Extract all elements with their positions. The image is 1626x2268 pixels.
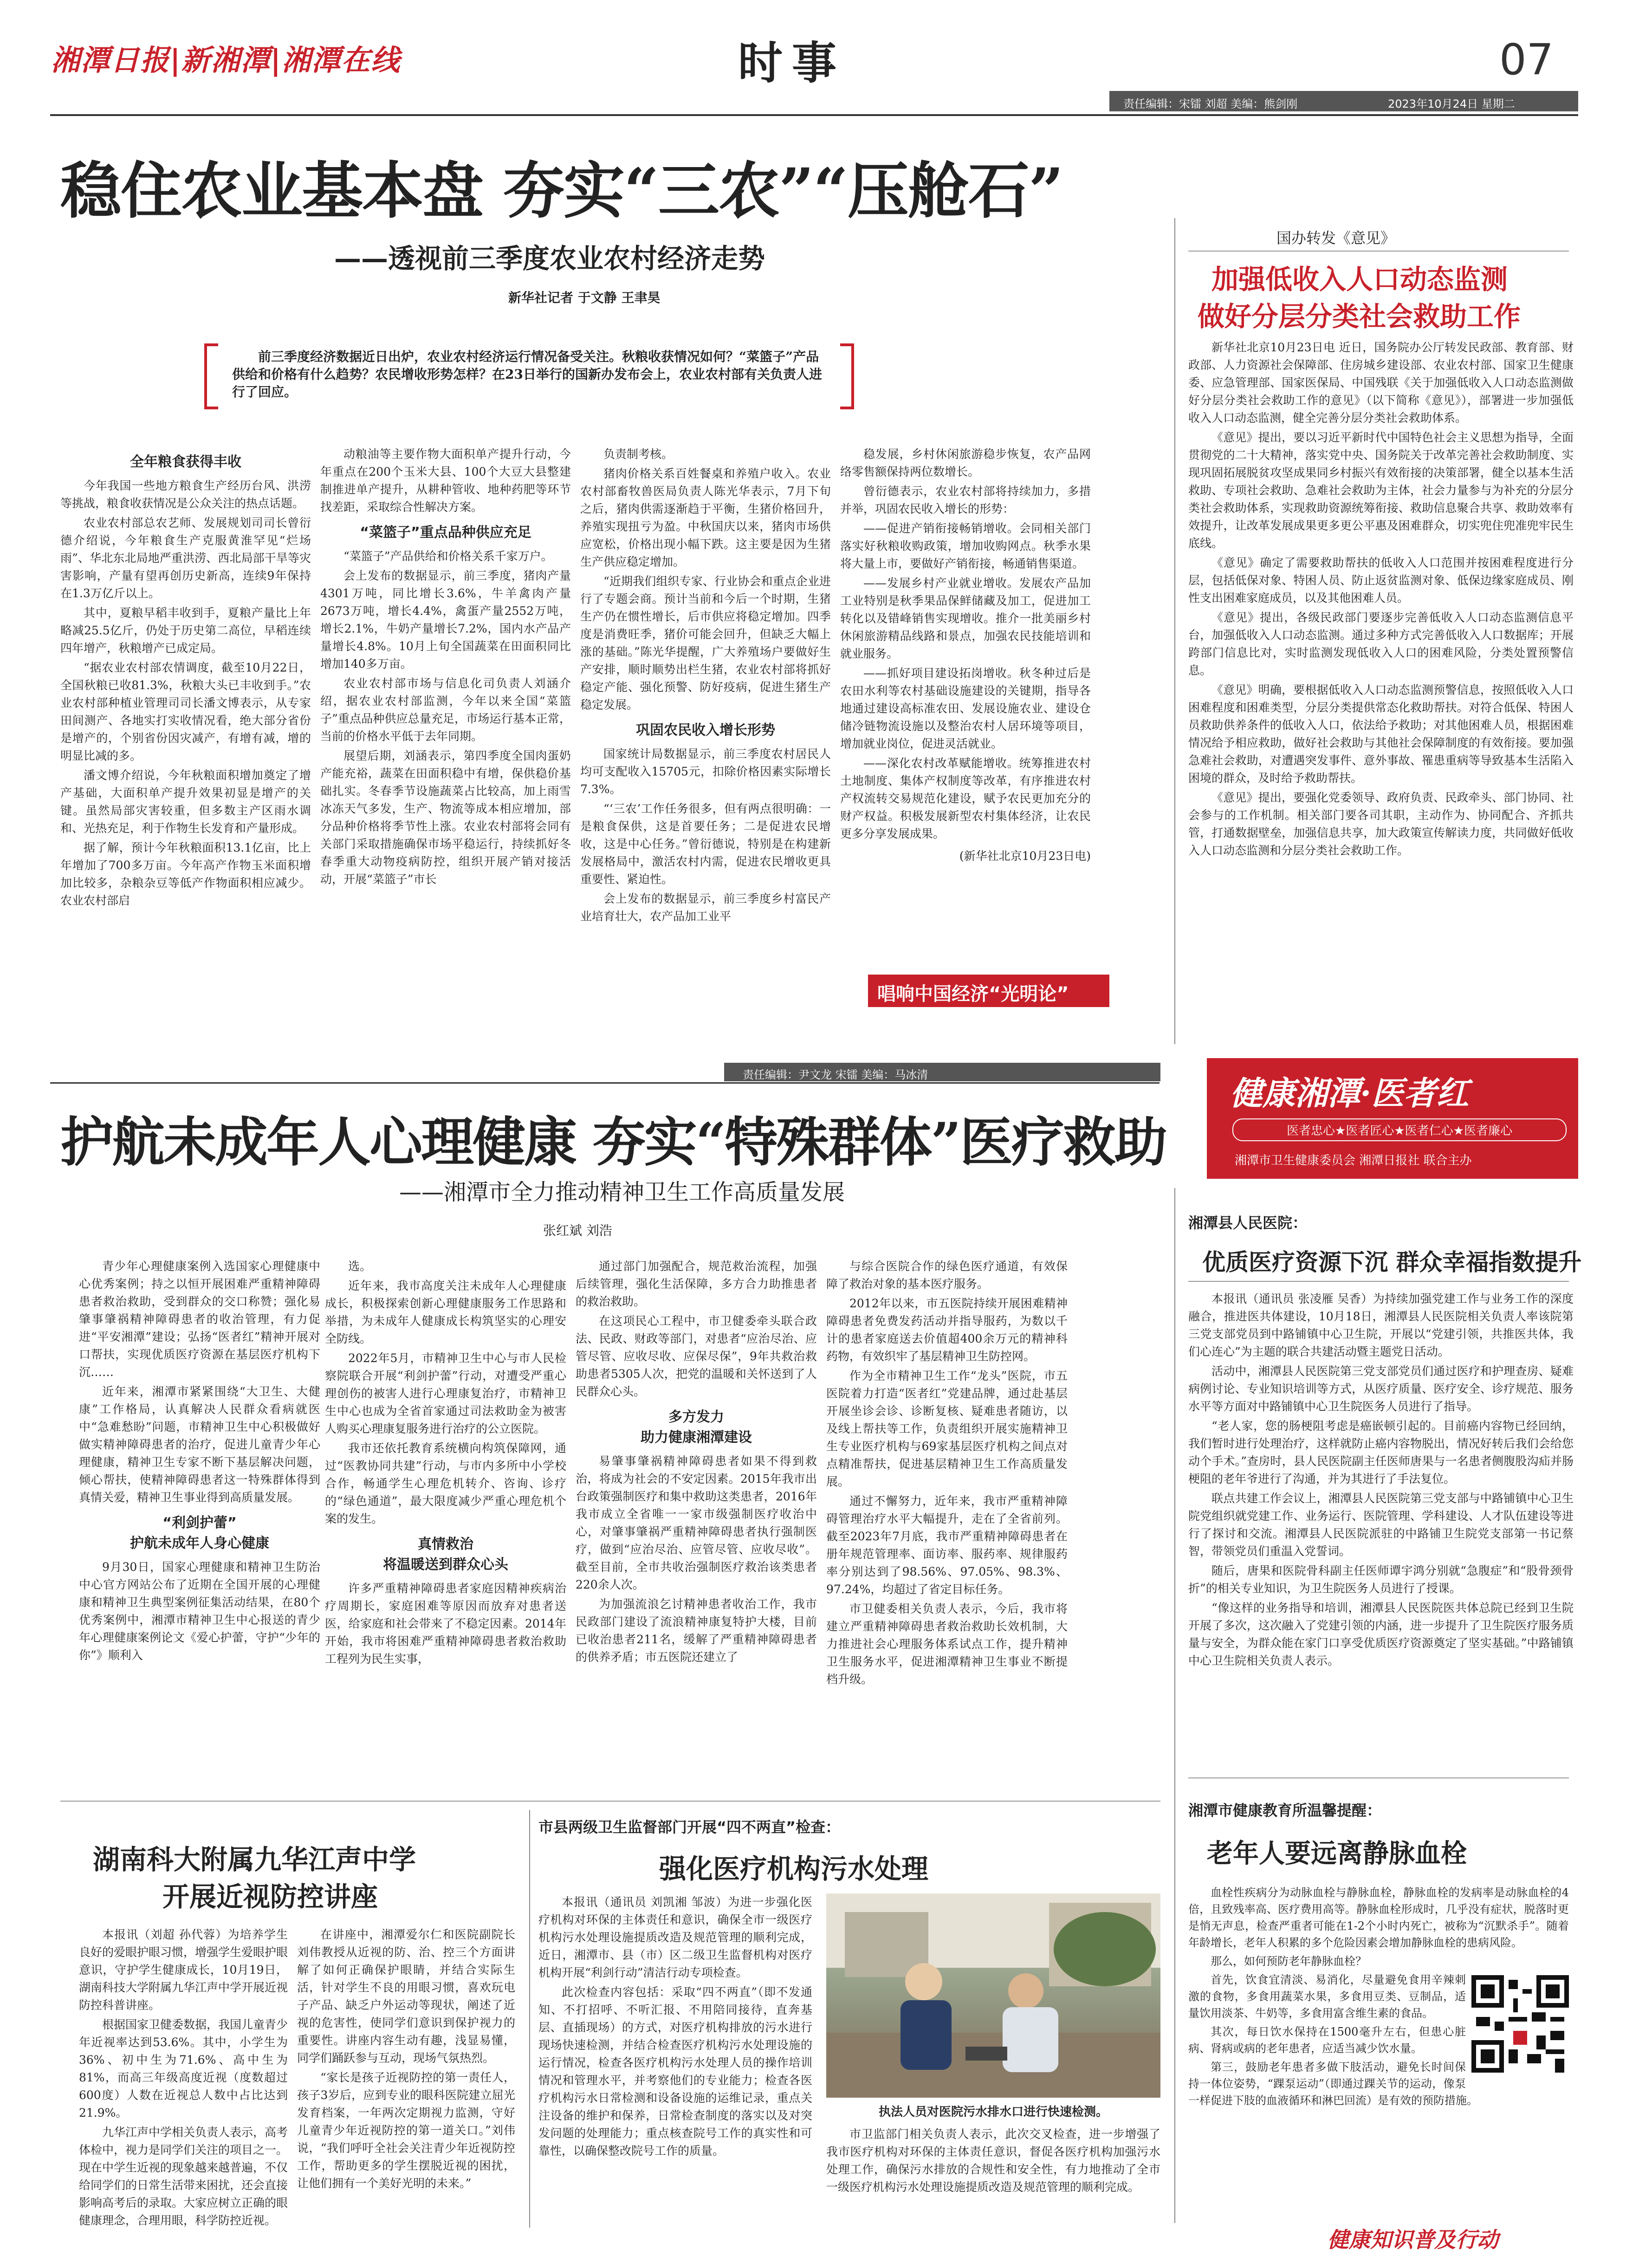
article7-top-rule [1188, 1777, 1569, 1778]
paragraph: 新华社北京10月23日电 近日，国务院办公厅转发民政部、教育部、财政部、人力资源社会保障部、住房城乡建设部、农业农村部、国家卫生健康委、应急管理部、国家医保局、中国残联《关于加强低收入人口动态监测做好分层分类社会救助工作的意见》（以下简称《意见》），部署进一步加强低收入人口动态监测，健全完善分层分类社会救助体系。 [1188, 341, 1574, 425]
paragraph: 《意见》明确，要根据低收入人口动态监测预警信息，按照低收入人口困难程度和困难类型，分层分类提供常态化救助帮扶。对符合低保、特困人员救助供养条件的低收入人口，依法给予救助；对其他困难人员，根据困难情况给予相应救助，做好社会救助与其他社会保障制度的有效衔接。要加强急难社会救助，对遭遇突发事件、意外事故、罹患重病等导致基本生活陷入困境的群众，及时给予救助帮扶。 [1188, 683, 1574, 785]
footer-banner: 健康知识普及行动 [1328, 2227, 1498, 2252]
article4-title: 优质医疗资源下沉 群众幸福指数提升 [1202, 1249, 1582, 1276]
paragraph: 会上发布的数据显示，前三季度乡村富民产业培育壮大，农产品加工业平 [580, 892, 831, 923]
article1-byline: 新华社记者 于文静 王聿昊 [508, 290, 661, 305]
paragraph: ——深化农村改革赋能增收。统筹推进农村土地制度、集体产权制度等改革，有序推进农村产权流转交易规范化建设，赋予农民更加充分的财产权益。积极发展新型农村集体经济，让农民更多分享发展成果。 [840, 756, 1091, 840]
article3-byline: 张红斌 刘浩 [543, 1223, 612, 1238]
paragraph: 展望后期，刘涵表示，第四季度全国肉蛋奶产能充裕，蔬菜在田面积稳中有增，保供稳价基础扎实。冬春季节设施蔬菜占比较高，加上雨雪冰冻天气多发，生产、物流等成本相应增加，部分品种价格将季节性上涨。农业农村部将会同有关部门采取措施确保市场平稳运行，持续抓好冬春季重大动物疫病防控，组织开展产销对接活动，开展“菜篮子”市长 [320, 749, 571, 886]
paragraph: 会上发布的数据显示，前三季度，猪肉产量4301万吨，同比增长3.6%，牛羊禽肉产量2673万吨，增长4.4%，禽蛋产量2552万吨，增长2.1%，牛奶产量增长7.2%，国内水产品产量增长4.8%。10月上旬全国蔬菜在田面积同比增加140多万亩。 [320, 569, 571, 671]
article1-heading3: 巩固农民收入增长形势 [636, 722, 775, 738]
article1-col1 [60, 446, 311, 970]
article3-heading2: 真情救治 将温暖送到群众心头 [383, 1536, 508, 1573]
article6-title: 强化医疗机构污水处理 [659, 1853, 929, 1885]
paragraph: 其次，每日饮水保持在1500毫升左右，但患心脏病、肾病或病的老年患者，应适当减少饮水量。 [1188, 2025, 1466, 2055]
paragraph: “‘三农’工作任务很多，但有两点很明确：一是粮食保供，这是首要任务；二是促进农民增收，这是中心任务。”曾衍德说，特别是在构建新发展格局中，激活农村内需，促进农民增收更具重要性、紧迫性。 [580, 802, 831, 886]
paragraph: 负责制考核。 [603, 447, 674, 461]
photo-illustration [826, 1893, 1160, 2098]
paragraph: 9月30日，国家心理健康和精神卫生防治中心官方网站公布了近期在全国开展的心理健康和精神卫生典型案例征集活动结果，在80个优秀案例中，湘潭市精神卫生中心报送的青少年心理健康案例论文《爱心护蕾，守护“少年的你”》顺利入 [79, 1560, 320, 1662]
article3-heading1: “利剑护蕾” 护航未成年人身心健康 [130, 1515, 269, 1551]
article1-lead: 前三季度经济数据近日出炉，农业农村经济运行情况备受关注。秋粮收获情况如何？“菜篮子”产品供给和价格有什么趋势？农民增收形势怎样？在23日举行的国新办发布会上，农业农村部有关负责人进行了回应。 [232, 349, 822, 400]
article4-title-rule [1188, 1281, 1569, 1282]
lead-bracket-right [840, 343, 854, 409]
paragraph: “家长是孩子近视防控的第一责任人，孩子3岁后，应到专业的眼科医院建立屈光发育档案，一年两次定期视力监测，守好儿童青少年近视防控的第一道关口。”刘伟说，“我们呼吁全社会关注青少年近视防控工作，帮助更多的学生摆脱近视的困扰，让他们拥有一个美好光明的未来。” [297, 2071, 515, 2190]
paragraph: “老人家，您的肠梗阻考虑是癌嵌顿引起的。目前癌内容物已经回纳，我们暂时进行处理治疗，这样就防止癌内容物脱出，情况好转后我们会给您动个手术。”查房时，县人民医院副主任医师唐果与一名患者侧腹股沟疝并肠梗阻的老年爷进行了沟通，并为其进行了手法复位。 [1188, 1419, 1574, 1486]
paragraph: 据了解，预计今年秋粮面积13.1亿亩，比上年增加了700多万亩。今年高产作物玉米面积增加比较多，杂粮杂豆等低产作物面积相应减少。农业农村部启 [60, 841, 311, 907]
article2-title-line1: 加强低收入人口动态监测 [1211, 264, 1508, 295]
article1-col2 [320, 446, 571, 970]
paragraph: 《意见》提出，要强化党委领导、政府负责、民政牵头、部门协同、社会参与的工作机制。相关部门要各司其职，主动作为、协同配合、齐抓共管，打通数据壁垒，加强信息共享，加大政策宣传解读力度，共同做好低收入人口动态监测和分层分类社会救助工作。 [1188, 791, 1574, 857]
paragraph: 首先，饮食宜清淡、易消化，尽量避免食用辛辣刺激的食物，多食用蔬菜水果，多食用豆类、豆制品，适量饮用淡茶、牛奶等，多食用富含维生素的食品。 [1188, 1973, 1466, 2020]
article7-title: 老年人要远离静脉血栓 [1207, 1839, 1467, 1869]
paragraph: 《意见》提出，要以习近平新时代中国特色社会主义思想为指导，全面贯彻党的二十大精神，落实党中央、国务院关于改革完善社会救助制度、实现巩固拓展脱贫攻坚成果同乡村振兴有效衔接的决策部署，健全以基本生活救助、专项社会救助、急难社会救助为主体，社会力量参与为补充的分层分类社会救助体系，实现救助资源统筹衔接、救助信息聚合共享、救助效率有效提升，让改革发展成果更多更公平惠及困难群众，切实兜住兜准兜牢民生底线。 [1188, 431, 1574, 550]
paragraph: 潘文博介绍说，今年秋粮面积增加奠定了增产基础，大面积单产提升效果初显是增产的关键。虽然局部灾害较重，但多数主产区雨水调和、光热充足，利于作物生长发育和产量形成。 [60, 769, 311, 835]
paragraph: 我市还依托教育系统横向构筑保障网，通过“医教协同共建”行动，与市内多所中小学校合作，畅通学生心理危机转介、咨询、诊疗的“绿色通道”，最大限度减少严重心理危机个案的发生。 [325, 1441, 566, 1525]
article1-heading1: 全年粮食获得丰收 [130, 454, 241, 470]
article2-kicker-rule [1188, 251, 1569, 252]
paragraph: 为加强流浪乞讨精神患者收治工作，我市民政部门建设了流浪精神康复特护大楼，目前已收治患者211名，缓解了严重精神障碍患者的供养矛盾；市五医院还建立了 [576, 1597, 817, 1664]
paragraph: 近年来，湘潭市紧紧围绕“大卫生、大健康”工作格局，认真解决人民群众看病就医中“急难愁盼”问题，市精神卫生中心积极做好做实精神障碍患者的治疗，促进儿童青少年心理健康，精神卫生专家不断下基层解决问题，倾心帮扶，使精神障碍患者这一特殊群体得到真情关爱，精神卫生事业得到高质量发展。 [79, 1385, 320, 1504]
article5-title-line2: 开展近视防控讲座 [162, 1881, 378, 1913]
paragraph: 通过部门加强配合，规范救治流程，加强后续管理，强化生活保障，多方合力助推患者的救治救助。 [576, 1260, 817, 1308]
paragraph: 2022年5月，市精神卫生中心与市人民检察院联合开展“利剑护蕾”行动，对遭受严重心理创伤的被害人进行心理康复治疗，市精神卫生中心也成为全省首家通过司法救助金为被害人购买心理康复服务进行治疗的公立医院。 [325, 1351, 566, 1435]
paragraph: 在这项民心工程中，市卫健委牵头联合政法、民政、财政等部门，对患者“应治尽治、应管尽管、应收尽收、应保尽保”，9年共救治救助患者5305人次，把党的温暖和关怀送到了人民群众心头。 [576, 1314, 817, 1398]
qr-code[interactable] [1471, 1975, 1569, 2073]
paragraph: “据农业农村部农情调度，截至10月22日，全国秋粮已收81.3%，秋粮大头已丰收到手。”农业农村部种植业管理司司长潘文博表示，从专家田间测产、各地实打实收情况看，绝大部分省份是增产的，个别省份因灾减产，有增有减，增的明显比减的多。 [60, 661, 311, 762]
paragraph: 通过不懈努力，近年来，我市严重精神障碍管理治疗水平大幅提升，走在了全省前列。截至2023年7月底，我市严重精神障碍患者在册年规范管理率、面访率、服药率、规律服药率分别达到了98.56%、97.05%、98.3%、97.24%，均超过了省定目标任务。 [826, 1494, 1068, 1596]
article2-body [1188, 339, 1574, 1035]
photo-caption: 执法人员对医院污水排水口进行快速检测。 [878, 2105, 1108, 2119]
paragraph: “近期我们组织专家、行业协会和重点企业进行了专题会商。预计当前和今后一个时期，生猪生产仍在惯性增长，后市供应将稳定增加。四季度是消费旺季，猪价可能会回升，但缺乏大幅上涨的基础。”陈光华提醒，广大养殖场户要做好生产安排，顺时顺势出栏生猪，农业农村部将抓好稳定产能、强化预警、防好疫病，促进生猪生产稳定发展。 [580, 575, 831, 711]
health-box-sponsors: 湘潭市卫生健康委员会 湘潭日报社 联合主办 [1235, 1154, 1472, 1168]
article3-heading3: 多方发力 助力健康湘潭建设 [641, 1409, 752, 1446]
paragraph: 联点共建工作会议上，湘潭县人民医院第三党支部与中路铺镇中心卫生院党组织就党建工作、业务运行、医院管理、学科建设、人才队伍建设等进行了探讨和交流。湘潭县人民医院派驻的中路铺卫生院党支部第一书记蔡智，带领党员们重温入党誓词。 [1188, 1492, 1574, 1558]
paragraph: 那么，如何预防老年静脉血栓？ [1211, 1955, 1367, 1968]
paragraph: 今年我国一些地方粮食生产经历台风、洪涝等挑战，粮食收获情况是公众关注的热点话题。 [60, 479, 311, 510]
masthead-logo: 湘潭日报|新湘潭|湘潭在线 [51, 43, 401, 77]
paragraph: 在讲座中，湘潭爱尔仁和医院副院长刘伟教授从近视的防、治、控三个方面讲解了如何正确保护眼睛，并结合实际生活，针对学生不良的用眼习惯，喜欢玩电子产品、缺乏户外运动等现状，阐述了近视的危害性，使同学们意识到保护视力的重要性。讲座内容生动有趣，浅显易懂，同学们踊跃参与互动，现场气氛热烈。 [297, 1928, 515, 2065]
paragraph: 曾衍德表示，农业农村部将持续加力，多措并举，巩固农民收入增长的形势： [840, 485, 1091, 516]
article5-col2 [297, 1926, 515, 2251]
photo-wastewater-inspection [826, 1893, 1160, 2098]
health-editors: 责任编辑：尹文龙 宋镭 美编：马冰清 [743, 1068, 928, 1081]
health-box-title: 健康湘潭·医者红 [1230, 1074, 1469, 1112]
article3-col4 [826, 1258, 1068, 1796]
paragraph: 猪肉价格关系百姓餐桌和养殖户收入。农业农村部畜牧兽医局负责人陈光华表示，7月下旬之后，猪肉供需逐渐趋于平衡，生猪价格回升，养殖实现扭亏为盈。中秋国庆以来，猪肉市场供应宽松，价格出现小幅下跌。这主要是因为生猪生产供应稳定增加。 [580, 467, 831, 569]
paragraph: 第三，鼓励老年患者多做下肢活动，避免长时间保持一体位姿势，“踝泵运动”（即通过踝关节的运动，像泵一样促进下肢的血液循环和淋巴回流）是有效的预防措施。 [1188, 2061, 1478, 2107]
paragraph: “像这样的业务指导和培训，湘潭县人民医院医共体总院已经到卫生院开展了多次，这次融入了党建引领的内涵，进一步提升了卫生院医疗服务质量与安全，为群众能在家门口享受优质医疗资源奠定了坚实基础。”中路铺镇中心卫生院相关负责人表示。 [1188, 1601, 1574, 1667]
divider-vertical-small [529, 1810, 530, 2228]
article6-col2 [826, 2126, 1160, 2260]
paragraph: 市卫健委相关负责人表示，今后，我市将建立严重精神障碍患者救治救助长效机制，大力推进社会心理服务体系试点工作，提升精神卫生服务水平，促进湘潭精神卫生事业不断提档升级。 [826, 1602, 1068, 1686]
paragraph: 国家统计局数据显示，前三季度农村居民人均可支配收入15705元，扣除价格因素实际增长7.3%。 [580, 747, 831, 796]
paragraph: ——抓好项目建设拓岗增收。秋冬种过后是农田水利等农村基础设施建设的关键期，指导各地通过建设高标准农田、发展设施农业、建设仓储冷链物流设施以及整治农村人居环境等项目，增加就业岗位，促进灵活就业。 [840, 666, 1091, 750]
article3-col3 [576, 1258, 817, 1796]
divider-vertical-bottom [1174, 1188, 1175, 2223]
paragraph: 农业农村部市场与信息化司负责人刘涵介绍，据农业农村部监测，今年以来全国“菜篮子”重点品种供应总量充足，市场运行基本正常，当前的价格水平低于去年同期。 [320, 677, 571, 743]
article5-col1 [79, 1926, 288, 2251]
article3-subtitle: ——湘潭市全力推动精神卫生工作高质量发展 [399, 1179, 845, 1205]
article7-kicker: 湘潭市健康教育所温馨提醒： [1188, 1802, 1382, 1819]
lead-bracket-left [204, 343, 218, 409]
divider-vertical-top [1174, 218, 1175, 1044]
paragraph: 活动中，湘潭县人民医院第三党支部党员们通过医疗和护理查房、疑难病例讨论、专业知识培训等方式，从医疗质量、医疗安全、诊疗规范、服务水平等方面对中路铺镇中心卫生院医务人员进行了指导。 [1188, 1364, 1574, 1413]
paragraph: 市卫监部门相关负责人表示，此次交叉检查，进一步增强了我市医疗机构对环保的主体责任意识，督促各医疗机构加强污水处理工作，确保污水排放的合规性和安全性，有力地推动了全市一级医疗机构污水处理设施提质改造及规范管理的顺利完成。 [826, 2127, 1160, 2194]
article3-title: 护航未成年人心理健康 夯实“特殊群体”医疗救助 [60, 1111, 1166, 1173]
masthead-editors: 责任编辑：宋镭 刘超 美编：熊剑刚 [1123, 97, 1298, 110]
paragraph: 本报讯（通讯员 刘凯湘 邹波）为进一步强化医疗机构对环保的主体责任和意识，确保全市一级医疗机构污水处理设施提质改造及规范管理的顺利完成，近日，湘潭市、县（市）区二级卫生监督机构对医疗机构开展“利剑行动”清洁行动专项检查。 [538, 1895, 812, 1979]
paragraph: ——发展乡村产业就业增收。发展农产品加工业特别是秋季果品保鲜储藏及加工，促进加工转化以及错峰销售实现增收。推介一批美丽乡村休闲旅游精品线路和景点，加强农民技能培训和就业服务。 [840, 576, 1091, 660]
paragraph: 稳发展，乡村休闲旅游稳步恢复，农产品网络零售额保持两位数增长。 [840, 447, 1091, 478]
article3-col1 [79, 1258, 320, 1796]
qr-code-icon [1471, 1975, 1569, 2073]
paragraph: 《意见》提出，各级民政部门要逐步完善低收入人口动态监测信息平台，加强低收入人口动态监测。通过多种方式完善低收入人口数据库；开展跨部门信息比对，实时监测发现低收入人口的困难风险，分类处置预警信息。 [1188, 611, 1574, 677]
page-number: 07 [1499, 35, 1554, 84]
article4-body [1188, 1290, 1574, 1764]
divider-horizontal-mid [60, 1801, 1160, 1802]
paragraph: 农业农村部总农艺师、发展规划司司长曾衍德介绍说，今年粮食生产克服黄淮罕见“烂场雨”、华北东北局地严重洪涝、西北局部干旱等灾害影响，产量有望再创历史新高，连续9年保持在1.3万亿斤以上。 [60, 516, 311, 600]
paragraph: 本报讯（刘超 孙代蓉）为培养学生良好的爱眼护眼习惯，增强学生爱眼护眼意识，守护学生健康成长，10月19日，湖南科技大学附属九华江声中学开展近视防控科普讲座。 [79, 1928, 288, 2012]
paragraph: 2012年以来，市五医院持续开展困难精神障碍患者免费发药活动并指导服药，为数以千计的患者家庭送去价值超400余万元的精神科药物，有效织牢了基层精神卫生防控网。 [826, 1297, 1068, 1363]
article3-col2 [325, 1258, 566, 1796]
article6-kicker: 市县两级卫生监督部门开展“四不两直”检查： [538, 1818, 841, 1836]
paragraph: 其中，夏粮早稻丰收到手，夏粮产量比上年略减25.5亿斤，仍处于历史第二高位，早稻连续四年增产，秋粮增产已成定局。 [60, 606, 311, 655]
paragraph: 易肇事肇祸精神障碍患者如果不得到救治，将成为社会的不安定因素。2015年我市出台政策强制医疗和集中救助这类患者，2016年我市成立全省唯一一家市级强制医疗收治中心，对肇事肇祸严重精神障碍患者执行强制医疗，做到“应治尽治、应管尽管、应收尽收”。截至目前，全市共收治强制医疗救治该类患者220余人次。 [576, 1454, 817, 1591]
article2-title-line2: 做好分层分类社会救助工作 [1198, 301, 1521, 332]
banner-text: 唱响中国经济“光明论” [877, 983, 1069, 1005]
paragraph: 动粮油等主要作物大面积单产提升行动，今年重点在200个玉米大县、100个大豆大县整建制推进单产提升，从耕种管收、地种药肥等环节找差距，采取综合性解决方案。 [320, 447, 571, 514]
article1-subtitle: ——透视前三季度农业农村经济走势 [334, 243, 765, 274]
paragraph: 根据国家卫健委数据，我国儿童青少年近视率达到53.6%。其中，小学生为36%、初中生为71.6%、高中生为81%，而高三年级高度近视（度数超过600度）人数在近视总人数中占比达到21.9%。 [79, 2018, 288, 2119]
paragraph: 青少年心理健康案例入选国家心理健康中心优秀案例；持之以恒开展困难严重精神障碍患者救治救助，受到群众的交口称赞；强化易肇事肇祸精神障碍患者的收治管理，有力促进“平安湘潭”建设；弘扬“医者红”精神开展对口帮扶，实现优质医疗资源在基层医疗机构下沉…… [79, 1260, 320, 1379]
health-box-slogans: 医者忠心★医者匠心★医者仁心★医者廉心 [1232, 1118, 1567, 1141]
masthead-date: 2023年10月24日 星期二 [1388, 97, 1515, 110]
article5-title-line1: 湖南科大附属九华江声中学 [93, 1844, 416, 1875]
paragraph: 《意见》确定了需要救助帮扶的低收入人口范围并按困难程度进行分层，包括低保对象、特困人员、防止返贫监测对象、低保边缘家庭成员、刚性支出困难家庭成员，以及其他困难人员。 [1188, 556, 1574, 605]
paragraph: 九华江声中学相关负责人表示，高考体检中，视力是同学们关注的项目之一。现在中学生近视的现象越来越普遍，不仅给同学们的日常生活带来困扰，还会直接影响高考后的录取。大家应树立正确的眼健康理念，合理用眼，科学防控近视。 [79, 2126, 288, 2227]
paragraph: 本报讯（通讯员 张凌雁 吴香）为持续加强党建工作与业务工作的深度融合，推进医共体建设，10月18日，湘潭县人民医院相关负责人率该院第三党支部党员到中路铺镇中心卫生院，开展以“党建引领，共推医共体，我们心连心”为主题的联合共建活动暨主题党日活动。 [1188, 1292, 1574, 1358]
article1-title: 稳住农业基本盘 夯实“三农”“压舱石” [60, 155, 1063, 227]
article1-col3 [580, 446, 831, 970]
masthead-rule [50, 114, 1578, 116]
article1-col4 [840, 446, 1091, 970]
paragraph: 选。 [348, 1260, 372, 1273]
article7-body [1188, 1884, 1569, 2218]
paragraph: 作为全市精神卫生工作“龙头”医院，市五医院着力打造“医者红”党建品牌，通过赴基层开展坐诊会诊、诊断复核、疑难患者随访，以及线上帮扶等工作，负责组织开展实施精神卫生专业医疗机构与69家基层医疗机构之间点对点精准帮扶，促进基层精神卫生工作高质量发展。 [826, 1369, 1068, 1488]
health-rule [50, 1082, 1160, 1084]
article1-heading2: “菜篮子”重点品种供应充足 [360, 524, 531, 541]
paragraph: 与综合医院合作的绿色医疗通道，有效保障了救治对象的基本医疗服务。 [826, 1260, 1068, 1291]
article6-col1 [538, 1893, 812, 2255]
paragraph: 血栓性疾病分为动脉血栓与静脉血栓，静脉血栓的发病率是动脉血栓的4倍，且致残率高、医疗费用高等。静脉血栓形成时，几乎没有症状，脱落时更是悄无声息，检查严重者可能在1-2个小时内死亡，被称为“沉默杀手”。随着年龄增长，老年人积累的多个危险因素会增加静脉血栓的患病风险。 [1188, 1886, 1569, 1949]
paragraph: 此次检查内容包括：采取“四不两直”（即不发通知、不打招呼、不听汇报、不用陪同接待，直奔基层、直插现场）的方式，对医疗机构排放的污水进行现场快速检测，并结合检查医疗机构污水处理设施的运行情况，检查各医疗机构污水处理人员的操作培训情况和管理水平，并考察他们的专业能力；检查各医疗机构污水日常检测和设备设施的运维记录，重点关注设备的维护和保养，日常检查制度的落实以及对突发问题的处理能力；重点核查院号工作的真实性和可靠性，以确保整改院号工作的质量。 [538, 1985, 812, 2158]
article4-kicker: 湘潭县人民医院： [1188, 1214, 1308, 1232]
dateline: (新华社北京10月23日电) [959, 849, 1091, 863]
paragraph: 许多严重精神障碍患者家庭因精神疾病治疗周期长，家庭困难等原因而放弃对患者送医，给家庭和社会带来了不稳定因素。2014年开始，我市将困难严重精神障碍患者救治救助工程列为民生实事， [325, 1582, 566, 1666]
paragraph: “菜篮子”产品供给和价格关系千家万户。 [343, 549, 553, 563]
paragraph: ——促进产销衔接畅销增收。会同相关部门落实好秋粮收购政策，增加收购网点。秋季水果将大量上市，要做好产销衔接，畅通销售渠道。 [840, 522, 1091, 570]
article2-kicker: 国办转发《意见》 [1276, 229, 1396, 247]
paragraph: 近年来，我市高度关注未成年人心理健康成长，积极探索创新心理健康服务工作思路和举措，为未成年人健康成长构筑坚实的心理安全防线。 [325, 1279, 566, 1345]
section-title: 时事 [738, 37, 846, 89]
paragraph: 随后，唐果和医院骨科副主任医师谭宇鸿分别就“急腹症”和“股骨颈骨折”的相关专业知识，为卫生院医务人员进行了授课。 [1188, 1564, 1574, 1595]
